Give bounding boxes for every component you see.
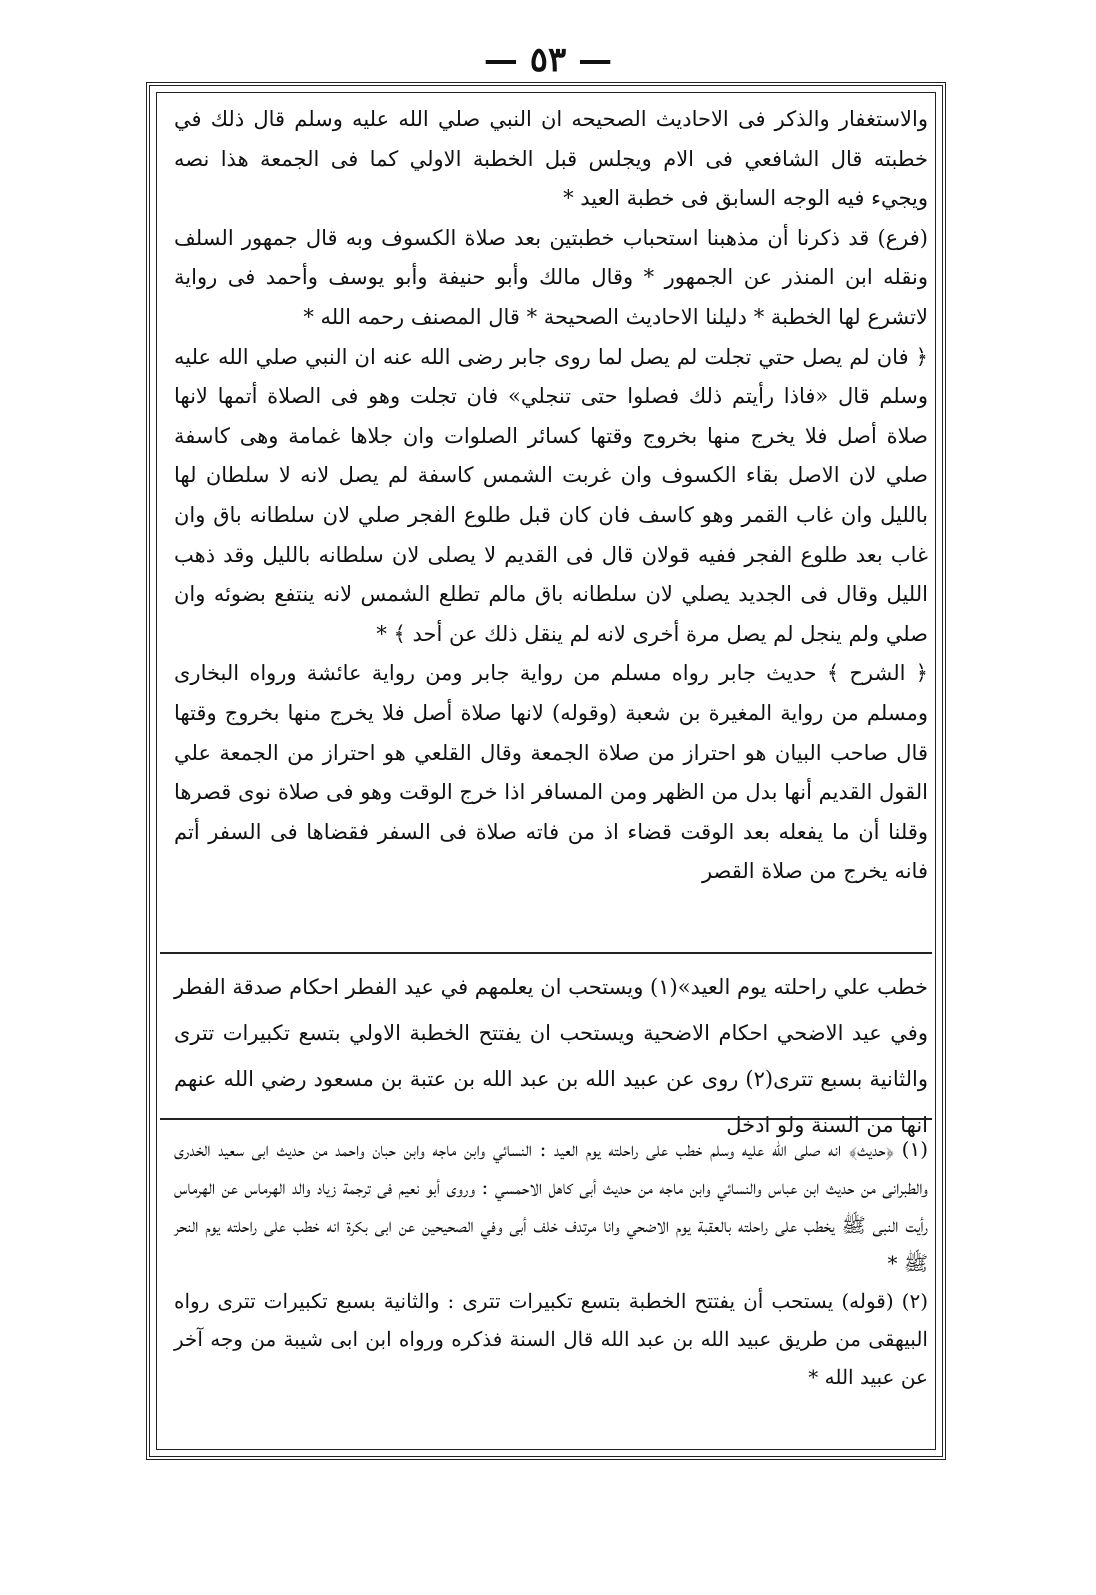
footnote-separator-rule — [160, 1118, 932, 1120]
page-frame — [146, 82, 946, 1460]
footnote-1: (١) ﴿حديث﴾ انه صلى الله عليه وسلم خطب على راحلته يوم العيد : النسائي وابن ماجه وابن حبان واحمد من حديث ابى سعيد الخدرى والطبرانى من حديث ابن عباس والنسائي وابن ماجه من حديث أبى كاهل الاحمسي : وروى أبو نعيم فى ترجمة زياد والد الهرماس عن الهرماس رأيت النبى ﷺ يخطب على راحلته بالعقبة يوم الاضحي وانا مرتدف خلف أبى وفي الصحيحين عن ابى بكرة انه خطب على راحلته يوم النحر ﷺ * — [174, 1137, 928, 1275]
commentary-text — [174, 964, 928, 1148]
commentary-paragraph: خطب علي راحلته يوم العيد»(١) ويستحب ان يعلمهم في عيد الفطر احكام صدقة الفطر وفي عيد الاضحي احكام الاضحية ويستحب ان يفتتح الخطبة الاولي بتسع تكبيرات تترى والثانية بسبع تترى(٢) روى عن عبيد الله بن عبد الله بن عتبة بن مسعود رضي الله عنهم انها من السنة ولو ادخل — [174, 975, 928, 1137]
main-paragraph-1: والاستغفار والذكر فى الاحاديث الصحيحه ان النبي صلي الله عليه وسلم قال ذلك في خطبته قال الشافعي فى الام ويجلس قبل الخطبة الاولي كما فى الجمعة هذا نصه ويجيء فيه الوجه السابق فى خطبة العيد * — [174, 107, 928, 211]
main-paragraph-4: ﴿ الشرح ﴾ حديث جابر رواه مسلم من رواية جابر ومن رواية عائشة ورواه البخارى ومسلم من رواية المغيرة بن شعبة (وقوله) لانها صلاة أصل فلا يخرج منها بخروج وقتها قال صاحب البيان هو احتراز من صلاة الجمعة وقال القلعي هو احتراز من الجمعة علي القول القديم أنها بدل من الظهر ومن المسافر اذا خرج الوقت وهو فى صلاة نوى قصرها وقلنا أن ما يفعله بعد الوقت قضاء اذ من فاته صلاة فى السفر فقضاها فى السفر أتم فانه يخرج من صلاة القصر — [174, 661, 928, 884]
footnotes — [174, 1130, 928, 1396]
main-text — [174, 100, 928, 892]
footnote-2: (٢) (قوله) يستحب أن يفتتح الخطبة بتسع تكبيرات تترى : والثانية بسبع تكبيرات تترى رواه البيهقى من طريق عبيد الله بن عبد الله قال السنة فذكره ورواه ابن ابى شيبة من وجه آخر عن عبيد الله * — [174, 1289, 928, 1389]
main-paragraph-2: (فرع) قد ذكرنا أن مذهبنا استحباب خطبتين بعد صلاة الكسوف وبه قال جمهور السلف ونقله ابن المنذر عن الجمهور * وقال مالك وأبو حنيفة وأبو يوسف وأحمد فى رواية لاتشرع لها الخطبة * دليلنا الاحاديث الصحيحة * قال المصنف رحمه الله * — [174, 225, 928, 329]
separator-rule — [160, 952, 932, 954]
page-number: — ٥٣ — — [483, 40, 613, 80]
main-paragraph-3: ﴿ فان لم يصل حتي تجلت لم يصل لما روى جابر رضى الله عنه ان النبي صلي الله عليه وسلم قال «فاذا رأيتم ذلك فصلوا حتى تنجلي» فان تجلت وهو فى الصلاة أتمها لانها صلاة أصل فلا يخرج منها بخروج وقتها كسائر الصلوات وان جلاها غمامة وهى كاسفة صلي لان الاصل بقاء الكسوف وان غربت الشمس كاسفة لم يصل لانه لا سلطان لها بالليل وان غاب القمر وهو كاسف فان كان قبل طلوع الفجر صلي لان سلطانه باق وان غاب بعد طلوع الفجر ففيه قولان قال فى القديم لا يصلى لان سلطانه بالليل وقد ذهب الليل وقال فى الجديد يصلي لان سلطانه باق مالم تطلع الشمس لانه ينتفع بضوئه وان صلي ولم ينجل لم يصل مرة أخرى لانه لم ينقل ذلك عن أحد ﴾ * — [174, 344, 928, 646]
